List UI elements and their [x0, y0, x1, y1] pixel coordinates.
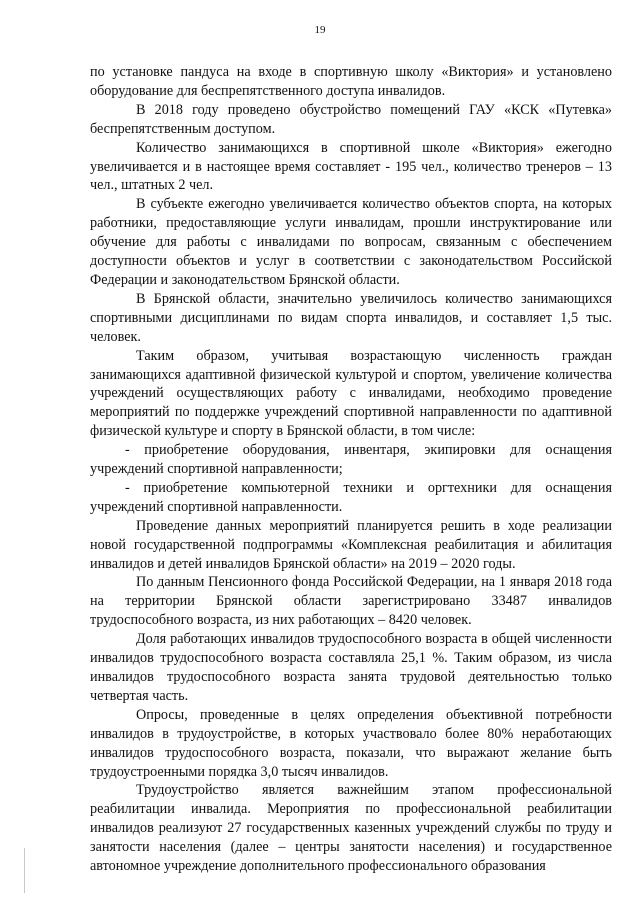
paragraph-subprogram: Проведение данных мероприятий планируется решить в ходе реализации новой государственной подпрограммы «Комплексная реабилитация и абилитация инвалидов и детей инвалидов Брянской области» на 2019 – 2020 годы.	[90, 517, 612, 572]
page-number: 19	[314, 24, 326, 36]
document-body	[90, 63, 612, 876]
paragraph-conclusion-measures: Таким образом, учитывая возрастающую численность граждан занимающихся адаптивной физической культурой и спортом, увеличение количества учреждений осуществляющих работу с инвалидами, необходимо проведение мероприятий по поддержке учреждений спортивной направленности по адаптивной физической культуре и спорту в Брянской области, в том числе:	[90, 347, 612, 440]
paragraph-employment-rehab: Трудоустройство является важнейшим этапом профессиональной реабилитации инвалида. Мероприятия по профессиональной реабилитации инвалидов реализуют 27 государственных казенных учреждений службы по труду и занятости населения (далее – центры занятости населения) и государственное автономное учреждение дополнительного профессионального образования	[90, 782, 612, 875]
list-item-equipment: - приобретение оборудования, инвентаря, экипировки для оснащения учреждений спортивной направленности;	[90, 442, 612, 478]
list-item-computers: - приобретение компьютерной техники и оргтехники для оснащения учреждений спортивной направленности.	[90, 479, 612, 515]
paragraph-sport-objects: В субъекте ежегодно увеличивается количество объектов спорта, на которых работники, предоставляющие услуги инвалидам, прошли инструктирование или обучение для работы с инвалидами по вопросам, связанным с обеспечением доступности объектов и услуг в соответствии с законодательством Российской Федерации и законодательством Брянской области.	[90, 196, 612, 288]
scan-margin-mark	[24, 848, 25, 893]
paragraph-school-attendance: Количество занимающихся в спортивной школе «Виктория» ежегодно увеличивается и в настоящее время составляет - 195 чел., количество тренеров – 13 чел., штатных 2 чел.	[90, 139, 612, 194]
paragraph-participants-growth: В Брянской области, значительно увеличилось количество занимающихся спортивными дисциплинами по видам спорта инвалидов, и составляет 1,5 тыс. человек.	[90, 290, 612, 345]
paragraph-employment-share: Доля работающих инвалидов трудоспособного возраста в общей численности инвалидов трудоспособного возраста составляла 25,1 %. Таким образом, из числа инвалидов трудоспособного возраста занята трудовой деятельностью только четвертая часть.	[90, 631, 612, 704]
paragraph-pension-fund: По данным Пенсионного фонда Российской Федерации, на 1 января 2018 года на территории Брянской области зарегистрировано 33487 инвалидов трудоспособного возраста, из них работающих – 8420 человек.	[90, 574, 612, 629]
paragraph-gau-ksk: В 2018 году проведено обустройство помещений ГАУ «КСК «Путевка» беспрепятственным доступом.	[90, 101, 612, 137]
paragraph-surveys: Опросы, проведенные в целях определения объективной потребности инвалидов в трудоустройстве, в которых участвовало более 80% неработающих инвалидов трудоспособного возраста, показали, что выражают желание быть трудоустроенными порядка 3,0 тысяч инвалидов.	[90, 706, 612, 780]
paragraph-ramp-installation: по установке пандуса на входе в спортивную школу «Виктория» и установлено оборудование для беспрепятственного доступа инвалидов.	[90, 64, 612, 99]
